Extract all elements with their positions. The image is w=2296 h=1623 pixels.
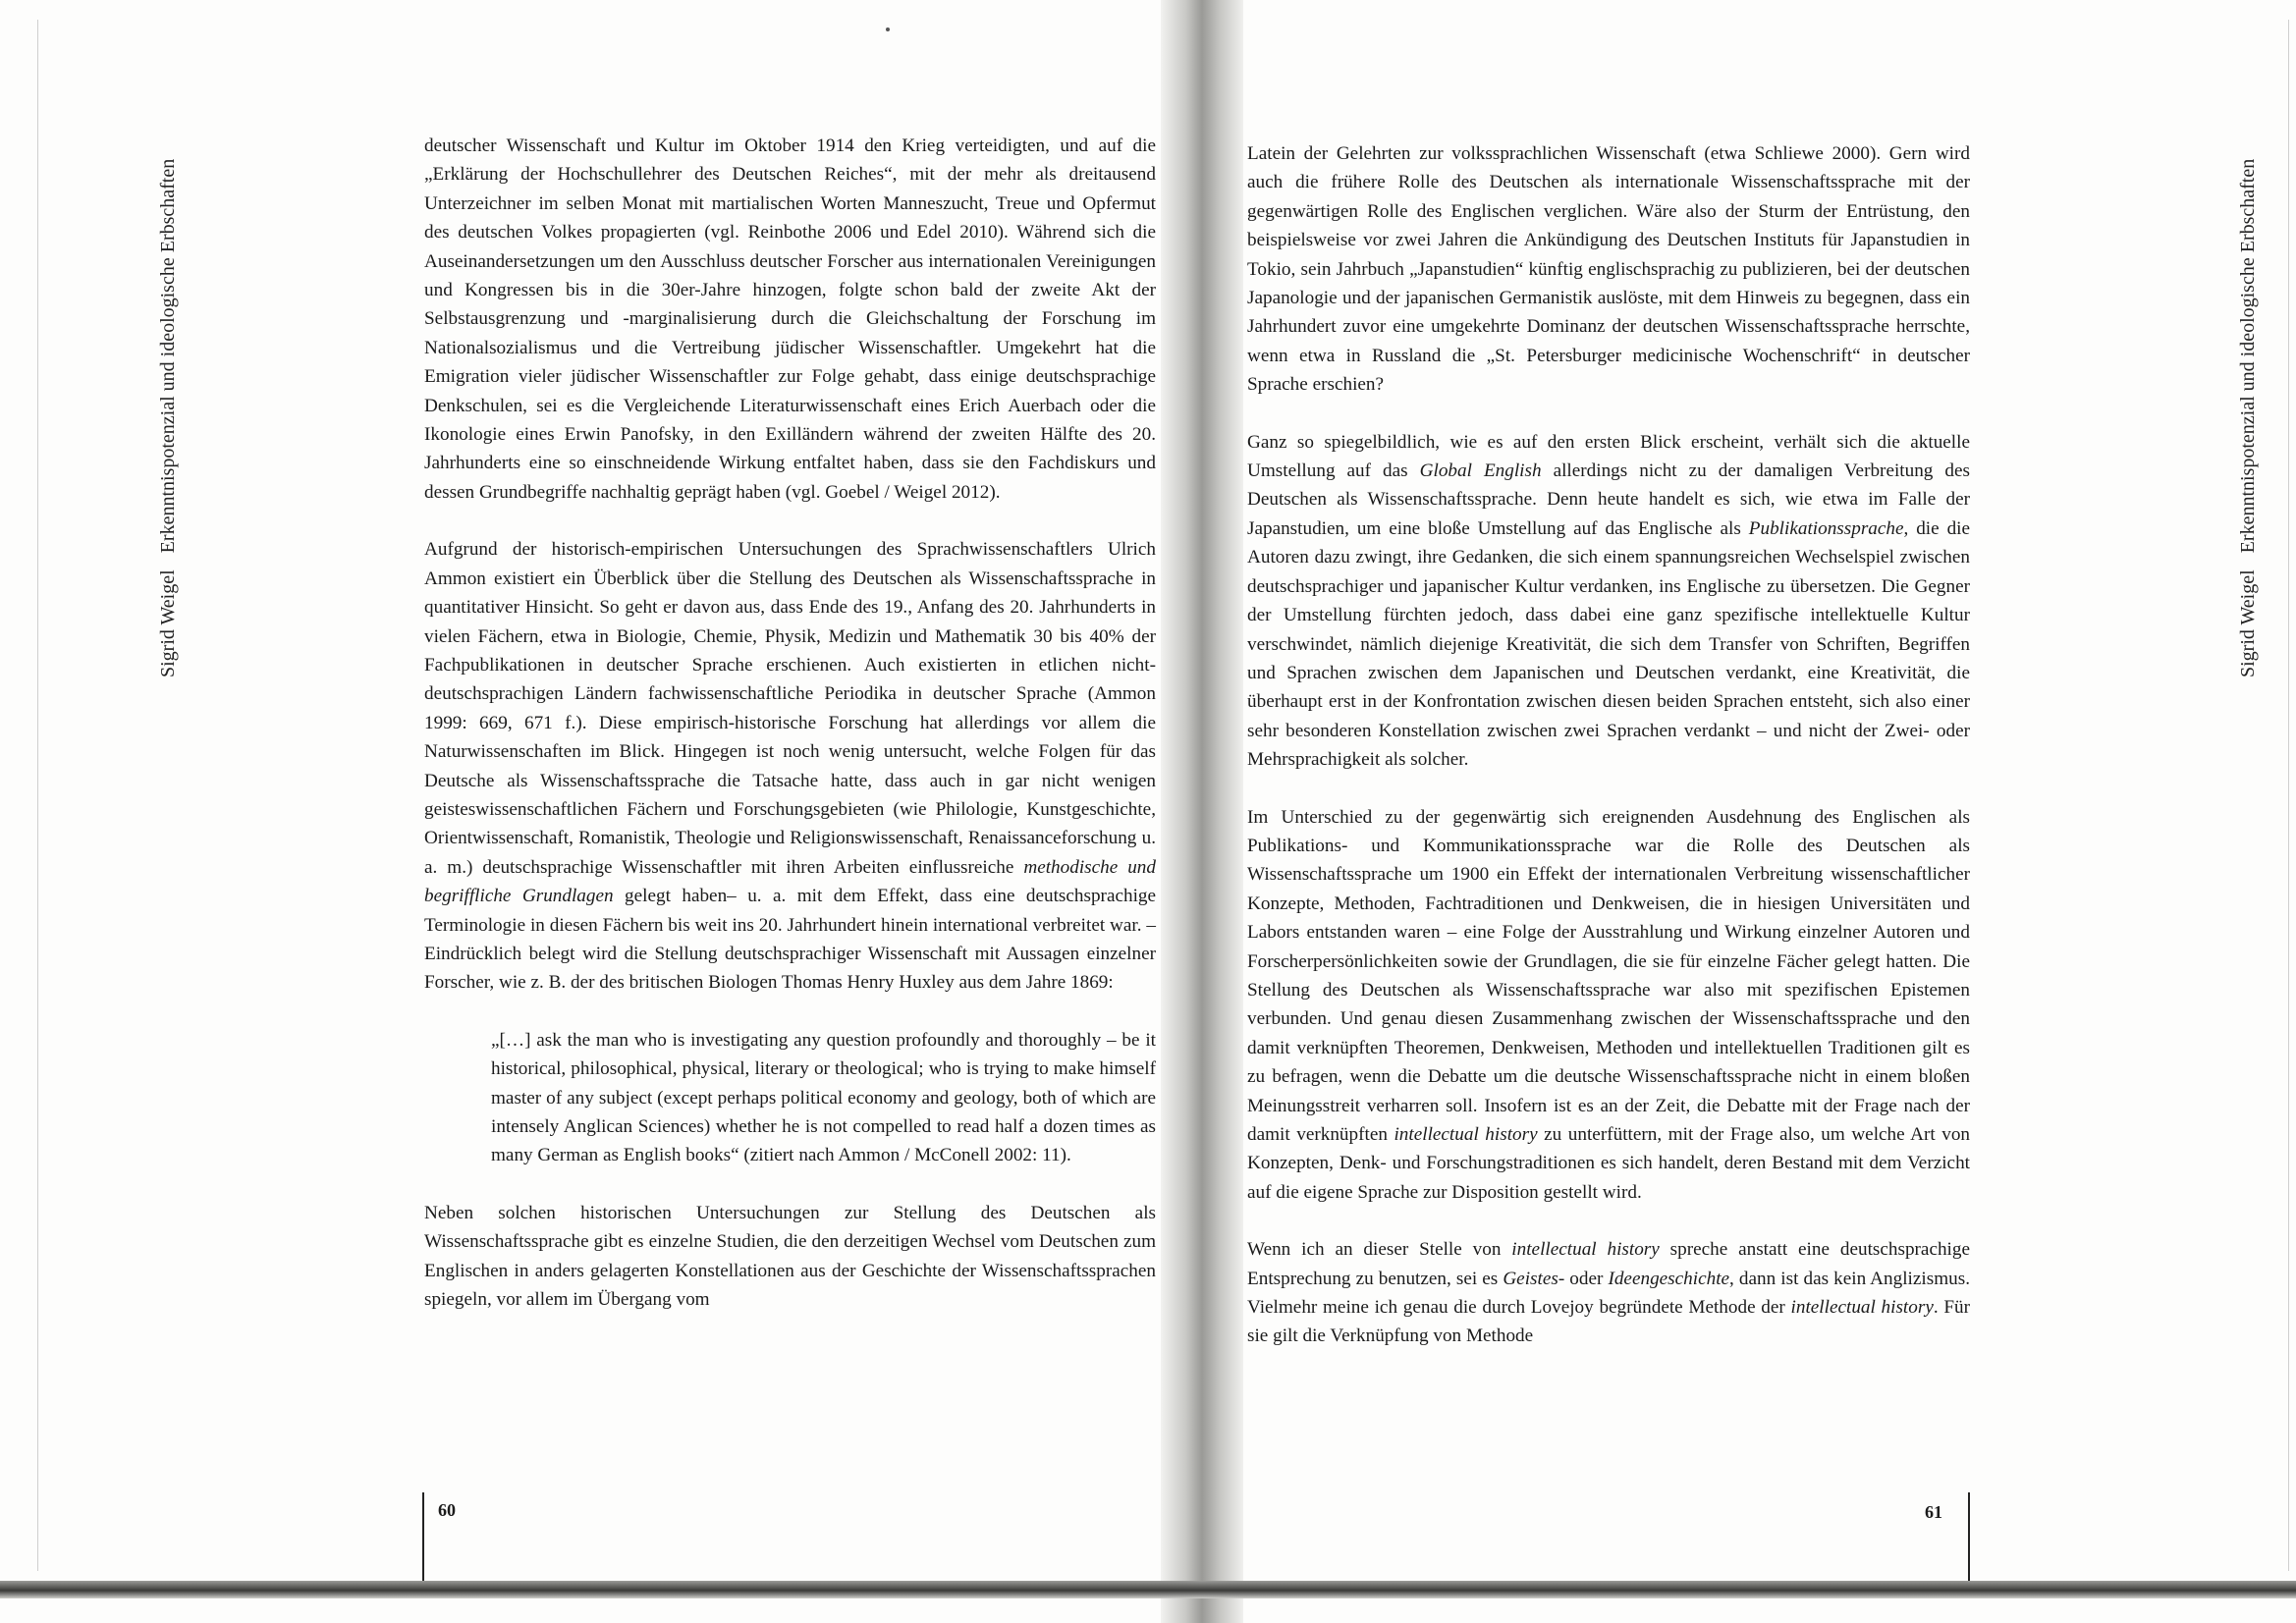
text-run: Wenn ich an dieser Stelle von	[1247, 1239, 1512, 1261]
scan-speck	[886, 27, 890, 31]
running-head-left	[157, 159, 180, 677]
italic-run: Ideengeschichte	[1608, 1268, 1730, 1289]
text-run: Aufgrund der historisch-empirischen Untersuchungen des Sprachwissenschaftlers Ulrich Ammon existiert ein Überblick über die Stellung des Deutschen als Wissenschaftssprache in quantitativer Hinsicht. So geht er davon aus, dass Ende des 19., Anfang des 20. Jahrhunderts in vielen Fächern, etwa in Biologie, Chemie, Physik, Medizin und Mathematik 30 bis 40% der Fachpublikationen in deutscher Sprache erschienen. Auch existierten in etlichen nicht-deutschsprachigen Ländern fachwissenschaftliche Periodika in deutscher Sprache (Ammon 1999: 669, 671 f.). Diese empirisch-historische Forschung hat allerdings vor allem die Naturwissenschaften im Blick. Hingegen ist noch wenig untersucht, welche Folgen für das Deutsche als Wissenschaftssprache die Tatsache hatte, dass auch in gar nicht wenigen geisteswissenschaftlichen Fächern und Forschungsgebieten (wie Philologie, Kunstgeschichte, Orientwissenschaft, Romanistik, Theologie und Religionswissenschaft, Renaissanceforschung u. a. m.) deutschsprachige Wissenschaftler mit ihren Arbeiten einflussreiche	[424, 539, 1156, 878]
running-head-title: Erkenntnispotenzial und ideologische Erbschaften	[2237, 158, 2259, 554]
paragraph	[424, 132, 1156, 507]
page-number: 61	[1925, 1502, 1942, 1522]
running-head-author: Sigrid Weigel	[157, 569, 179, 677]
italic-run: Publikationssprache	[1748, 517, 1904, 539]
paragraph	[1247, 139, 1970, 400]
text-run: , die die Autoren dazu zwingt, ihre Gedanken, die sich einem spannungsreichen Wechselspiel zwischen deutschsprachiger und japanischer Kultur verdanken, ins Englische zu übersetzen. Die Gegner der Umstellung fürchten jedoch, dass dabei eine ganz spezifische intellektuelle Kultur verschwindet, nämlich diejenige Kreativität, die sich dem Transfer von Schriften, Begriffen und Sprachen zwischen dem Japanischen und Deutschen verdankt, eine Kreativität, die überhaupt erst in der Konfrontation zwischen diesen beiden Sprachen entsteht, sich also einer sehr besonderen Konstellation zwischen zwei Sprachen verdankt – und nicht der Zwei- oder Mehrsprachigkeit als solcher.	[1247, 517, 1971, 771]
italic-run: intellectual history	[1511, 1239, 1660, 1261]
left-page-body	[424, 132, 1156, 1314]
text-run: oder	[1564, 1268, 1609, 1289]
italic-run: intellectual history	[1790, 1297, 1934, 1319]
block-quote: „[…] ask the man who is investigating any question profoundly and thoroughly – be it historical, philosophical, physical, literary or theological; who is trying to make himself master of any subject (except perhaps political economy and geology, both of which are intensely Anglican Sciences) whether he is not compelled to read half a dozen times as many German as English books“ (zitiert nach Ammon / McConell 2002: 11).	[491, 1029, 1156, 1166]
running-head-right	[2237, 159, 2260, 677]
text-run: spreche anstatt eine deutschsprachige Entsprechung zu benutzen, sei es	[1247, 1239, 1970, 1289]
paragraph: Neben solchen historischen Untersuchungen zur Stellung des Deutschen als Wissenschaftssprache gibt es einzelne Studien, die den derzeitigen Wechsel vom Deutschen zum Englischen in anders gelagerten Konstellationen aus der Geschichte der Wissenschaftssprachen spiegeln, vor allem im Übergang vom	[424, 1202, 1156, 1311]
running-head-author: Sigrid Weigel	[2237, 569, 2259, 677]
page-bottom-edge	[0, 1581, 2296, 1598]
folio-rule	[422, 1492, 424, 1581]
italic-run: methodische und begriffliche Grundlagen	[424, 856, 1156, 907]
paragraph	[424, 535, 1156, 998]
paragraph	[1247, 1235, 1970, 1351]
text-run: . Für sie gilt die Verknüpfung von Methode	[1247, 1297, 1970, 1347]
text-run: deutscher Wissenschaft und Kultur im Oktober 1914 den Krieg verteidigten, und auf die „Erklärung der Hochschullehrer des Deutschen Reiches“, mit der mehr als dreitausend Unterzeichner im selben Monat mit martialischen Worten Manneszucht, Treue und Opfermut des deutschen Volkes propagierten (vgl. Reinbothe 2006 und Edel 2010). Während sich die Auseinandersetzungen um den Ausschluss deutscher Forscher aus internationalen Vereinigungen und Kongressen bis in die 30er-Jahre hinzogen, folgte schon bald der zweite Akt der Selbstausgrenzung und -marginalisierung durch die Gleichschaltung der Forschung im Nationalsozialismus und die Vertreibung jüdischer Wissenschaftler. Umgekehrt hat die Emigration vieler jüdischer Wissenschaftler zur Folge gehabt, dass einige deutschsprachige Denkschulen, sei es die Vergleichende Literaturwissenschaft eines Erich Auerbach oder die Ikonologie eines Erwin Panofsky, in den Exilländern während der zweiten Hälfte des 20. Jahrhunderts eine so einschneidende Wirkung entfaltet haben, dass sie den Fachdiskurs und dessen Grundbegriffe nachhaltig geprägt haben (vgl. Goebel / Weigel 2012).	[424, 135, 1156, 503]
italic-run: Geistes-	[1503, 1268, 1565, 1289]
text-run: Latein der Gelehrten zur volkssprachlichen Wissenschaft (etwa Schliewe 2000). Gern wird auch die frühere Rolle des Deutschen als internationale Wissenschaftssprache mit der gegenwärtigen Rolle des Englischen verglichen. Wäre also der Sturm der Entrüstung, den beispielsweise vor zwei Jahren die Ankündigung des Deutschen Instituts für Japanstudien in Tokio, sein Jahrbuch „Japanstudien“ künftig englischsprachig zu publizieren, bei der deutschen Japanologie und der japanischen Germanistik auslöste, mit dem Hinweis zu begegnen, dass ein Jahrhundert zuvor eine umgekehrte Dominanz der deutschen Wissenschaftssprache herrschte, wenn etwa in Russland die „St. Petersburger medicinische Wochenschrift“ in deutscher Sprache erschien?	[1247, 143, 1970, 396]
paragraph	[1247, 428, 1970, 775]
italic-run: Global English	[1419, 460, 1542, 482]
running-head-title: Erkenntnispotenzial und ideologische Erbschaften	[157, 158, 179, 554]
text-run: gelegt haben– u. a. mit dem Effekt, dass eine deutschsprachige Terminologie in diesen Fächern bis weit ins 20. Jahrhundert hinein international verbreitet war. – Eindrücklich belegt wird die Stellung deutschsprachiger Wissenschaft mit Aussagen einzelner Forscher, wie z. B. der des britischen Biologen Thomas Henry Huxley aus dem Jahre 1869:	[424, 886, 1157, 994]
book-gutter-shadow	[1161, 0, 1243, 1623]
text-run: , dann ist das kein Anglizismus. Vielmehr meine ich genau die durch Lovejoy begründete Methode der	[1247, 1268, 1970, 1319]
page-number: 60	[438, 1500, 456, 1520]
text-run: allerdings nicht zu der damaligen Verbreitung des Deutschen als Wissenschaftssprache. Denn heute handelt es sich, wie etwa im Falle der Japanstudien, um eine bloße Umstellung auf das Englische als	[1247, 460, 1970, 539]
text-run: zu unterfüttern, mit der Frage also, um welche Art von Konzepten, Denk- und Forschungstraditionen es sich handelt, deren Bestand mit dem Verzicht auf die eigene Sprache zur Disposition gestellt wird.	[1247, 1124, 1971, 1203]
text-run: Im Unterschied zu der gegenwärtig sich ereignenden Ausdehnung des Englischen als Publikations- und Kommunikationssprache war die Rolle des Deutschen als Wissenschaftssprache um 1900 ein Effekt der internationalen Verbreitung wissenschaftlicher Konzepte, Methoden, Fachtraditionen und Denkweisen, die in hiesigen Universitäten und Labors entstanden waren – eine Folge der Ausstrahlung und Wirkung einzelner Autoren und Forscherpersönlichkeiten sowie der Grundlagen, die sie für einzelne Fächer gelegt hatten. Die Stellung des Deutschen als Wissenschaftssprache war also mit spezifischen Epistemen verbunden. Und genau diesen Zusammenhang zwischen der Wissenschaftssprache und den damit verknüpften Theoremen, Denkweisen, Methoden und intellektuellen Traditionen gilt es zu befragen, wenn die Debatte um die deutsche Wissenschaftssprache nicht in einem bloßen Meinungsstreit verharren soll. Insofern ist es an der Zeit, die Debatte mit der Frage nach der damit verknüpften	[1247, 806, 1970, 1145]
italic-run: intellectual history	[1394, 1124, 1538, 1145]
text-run: Ganz so spiegelbildlich, wie es auf den ersten Blick erscheint, verhält sich die aktuelle Umstellung auf das	[1247, 431, 1970, 482]
right-page-body	[1247, 139, 1970, 1351]
folio-rule	[1968, 1492, 1970, 1581]
scan-edge-right	[2288, 20, 2289, 1571]
paragraph	[1247, 803, 1970, 1208]
scan-edge-left	[37, 20, 38, 1571]
